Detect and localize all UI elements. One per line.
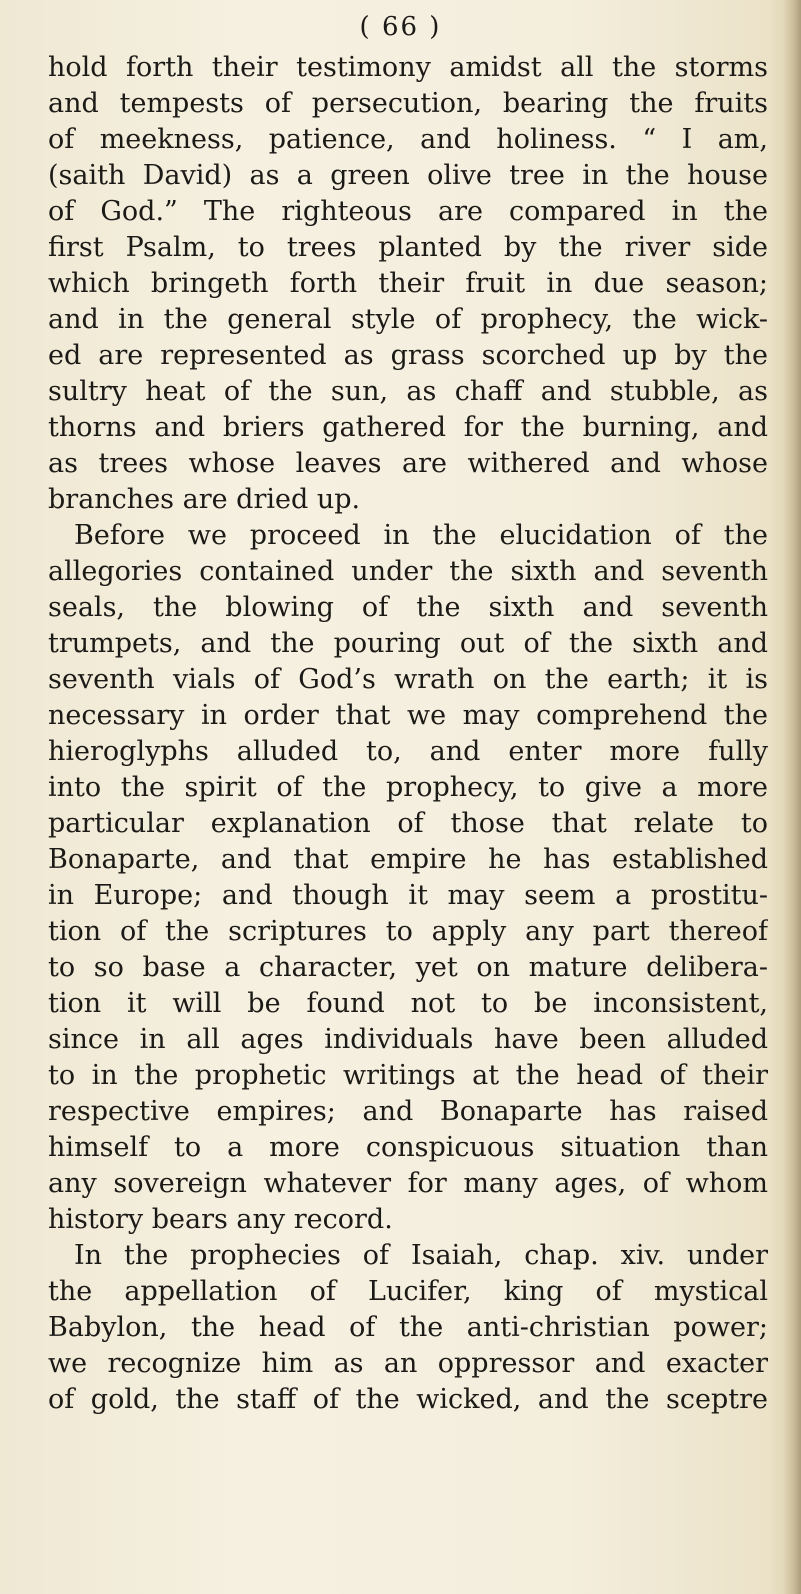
text-line: to in the prophetic writings at the head of their <box>48 1060 768 1091</box>
text-line: hieroglyphs alluded to, and enter more fully <box>48 736 768 767</box>
text-line: tion it will be found not to be inconsistent, <box>48 988 768 1019</box>
text-line: hold forth their testimony amidst all the storms <box>48 52 768 83</box>
paragraph-start: Before we proceed in the elucidation of the <box>74 520 768 551</box>
text-line: first Psalm, to trees planted by the river side <box>48 232 768 263</box>
text-line: seals, the blowing of the sixth and seventh <box>48 592 768 623</box>
text-line: tion of the scriptures to apply any part thereof <box>48 916 768 947</box>
text-line: respective empires; and Bonaparte has raised <box>48 1096 768 1127</box>
text-line: sultry heat of the sun, as chaff and stubble, as <box>48 376 768 407</box>
text-line: (saith David) as a green olive tree in the house <box>48 160 768 191</box>
body-text <box>48 50 768 1418</box>
text-line: thorns and briers gathered for the burning, and <box>48 412 768 443</box>
paragraph-start: In the prophecies of Isaiah, chap. xiv. under <box>74 1240 768 1271</box>
text-line: of God.” The righteous are compared in the <box>48 196 768 227</box>
page-edge-shadow <box>783 0 801 1594</box>
text-line: any sovereign whatever for many ages, of whom <box>48 1168 768 1199</box>
text-line: we recognize him as an oppressor and exacter <box>48 1348 768 1379</box>
text-line: himself to a more conspicuous situation than <box>48 1132 768 1163</box>
text-line: the appellation of Lucifer, king of mystical <box>48 1276 768 1307</box>
text-line: allegories contained under the sixth and seventh <box>48 556 768 587</box>
text-line: of gold, the staff of the wicked, and the sceptre <box>48 1384 768 1415</box>
text-line: Babylon, the head of the anti-christian power; <box>48 1312 768 1343</box>
text-line: trumpets, and the pouring out of the sixth and <box>48 628 768 659</box>
text-line: history bears any record. <box>48 1204 393 1235</box>
text-line: since in all ages individuals have been alluded <box>48 1024 768 1055</box>
text-line: of meekness, patience, and holiness. “ I am, <box>48 124 768 155</box>
text-line: branches are dried up. <box>48 484 361 515</box>
text-line: into the spirit of the prophecy, to give a more <box>48 772 768 803</box>
text-line: Bonaparte, and that empire he has established <box>48 844 768 875</box>
text-line: which bringeth forth their fruit in due season; <box>48 268 768 299</box>
page-number: ( 66 ) <box>359 12 442 42</box>
text-line: ed are represented as grass scorched up by the <box>48 340 768 371</box>
text-line: necessary in order that we may comprehend the <box>48 700 768 731</box>
text-line: and tempests of persecution, bearing the fruits <box>48 88 768 119</box>
text-line: and in the general style of prophecy, the wick- <box>48 304 768 335</box>
text-line: seventh vials of God’s wrath on the earth; it is <box>48 664 768 695</box>
text-line: to so base a character, yet on mature delibera- <box>48 952 768 983</box>
text-line: as trees whose leaves are withered and whose <box>48 448 768 479</box>
text-line: in Europe; and though it may seem a prostitu- <box>48 880 768 911</box>
text-line: particular explanation of those that relate to <box>48 808 768 839</box>
